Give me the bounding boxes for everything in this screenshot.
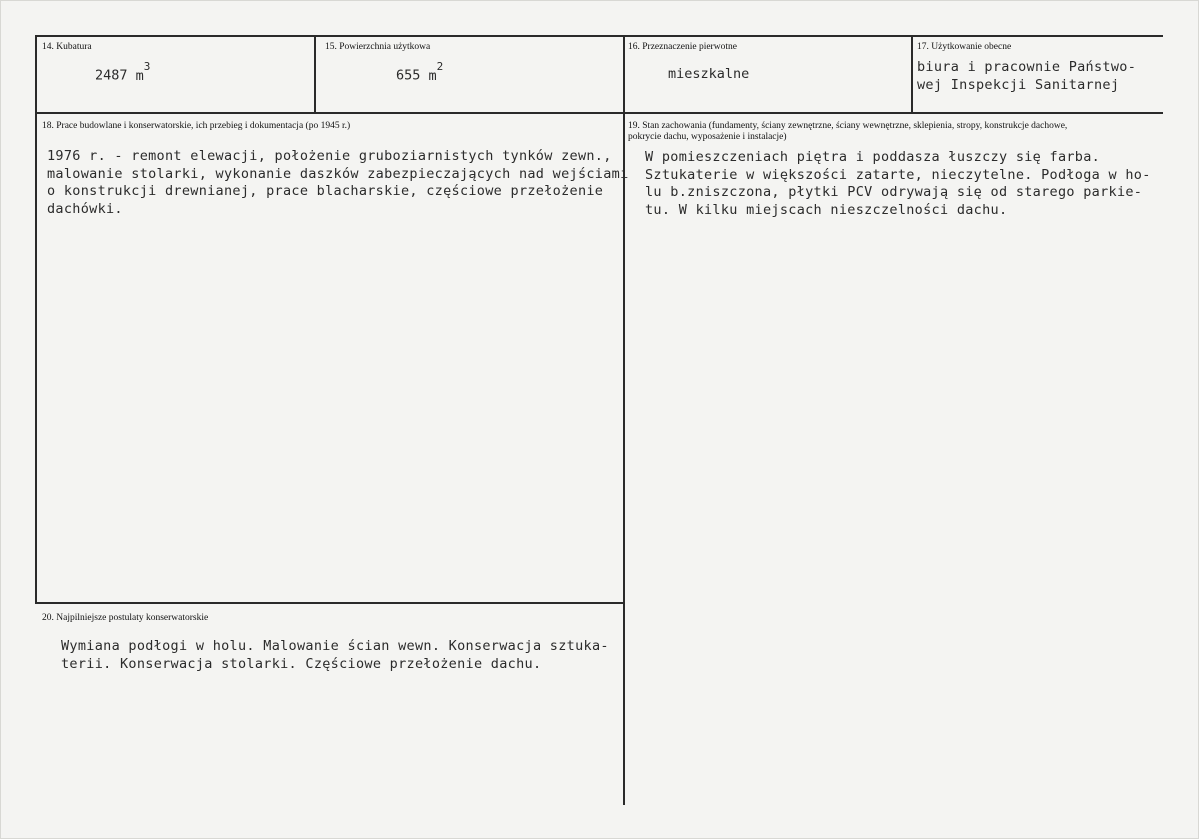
field-17-value: biura i pracownie Państwo- wej Inspekcji Sanitarnej	[917, 59, 1137, 93]
left-rule	[35, 35, 37, 604]
field-15-value: 655 $m^2$	[396, 60, 444, 84]
field-18-label: 18. Prace budowlane i konserwatorskie, ich przebieg i dokumentacja (po 1945 r.)	[42, 121, 351, 131]
section-20-divider	[35, 602, 625, 604]
field-14-label: 14. Kubatura	[42, 42, 92, 52]
col-divider-3	[911, 35, 913, 114]
field-17-label: 17. Użytkowanie obecne	[917, 42, 1012, 52]
field-16-value: mieszkalne	[668, 66, 750, 82]
field-20-label: 20. Najpilniejsze postulaty konserwatorskie	[42, 613, 209, 623]
row-divider	[35, 112, 1163, 114]
col-divider-1	[314, 35, 316, 114]
field-15-label: 15. Powierzchnia użytkowa	[325, 42, 431, 52]
field-20-text: Wymiana podłogi w holu. Malowanie ścian wewn. Konserwacja sztuka- terii. Konserwacja stolarki. Częściowe przełożenie dachu.	[61, 638, 609, 672]
field-19-label: 19. Stan zachowania (fundamenty, ściany zewnętrzne, ściany wewnętrzne, sklepienia, stropy, konstrukcje dachowe, pokrycie dachu, wyposażenie i instalacje)	[628, 121, 1068, 142]
field-14-value: 2487 $m^3$	[95, 60, 151, 84]
top-rule	[35, 35, 1163, 37]
field-16-label: 16. Przeznaczenie pierwotne	[628, 42, 737, 52]
field-18-text: 1976 r. - remont elewacji, położenie gruboziarnistych tynków zewn., malowanie stolarki, wykonanie daszków zabezpieczających nad wejściami o konstrukcji drewnianej, prace blacharskie, częściowe przełożenie dachówki.	[47, 148, 629, 217]
field-19-text: W pomieszczeniach piętra i poddasza łuszczy się farba. Sztukaterie w większości zatarte, nieczytelne. Podłoga w ho- lu b.zniszczona, płytki PCV odrywają się od starego parkie- tu. W kilku miejscach nieszczelności dachu.	[645, 149, 1151, 218]
